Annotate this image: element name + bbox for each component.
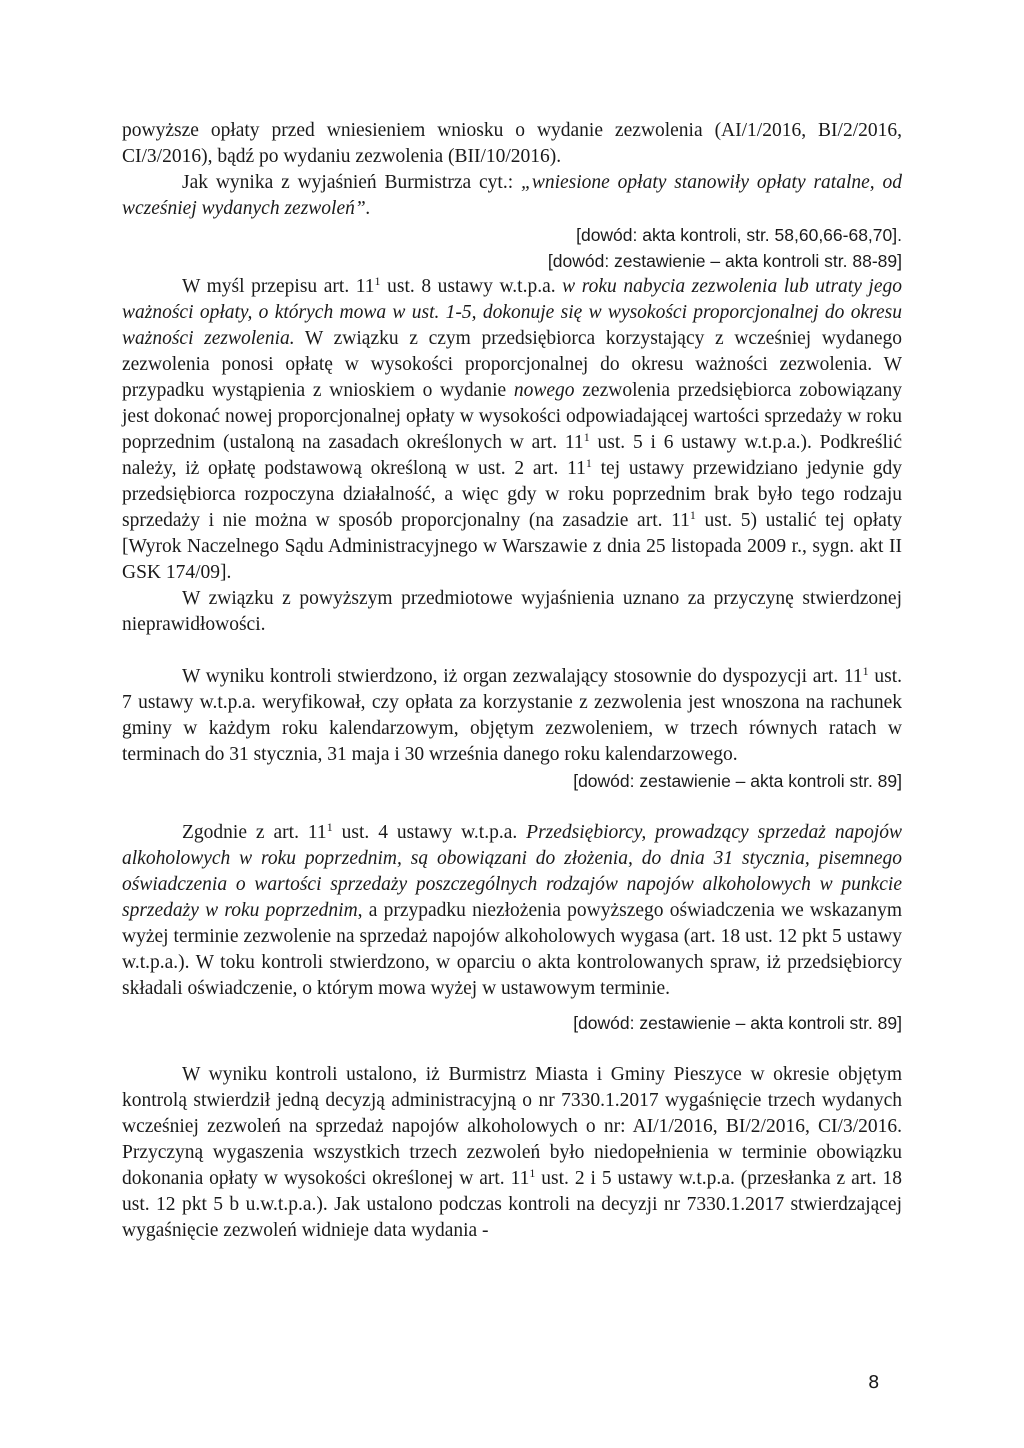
p3-i: ust. 5) ustalić tej opłaty [Wyrok Naczelnego Sądu Administracyjnego w Warszawie z dnia 25 listopada 2009 r., sygn. akt II GSK 174/09]. (122, 510, 902, 583)
paragraph-2 (122, 170, 902, 222)
p3-f: zezwolenia przedsiębiorca zobowiązany jest dokonać nowej proporcjonalnej opłaty w wysokości odpowiadającej wartości sprzedaży w roku poprzednim (ustaloną na zasadach określonych w art. 11 (122, 380, 902, 453)
superscript: 1 (689, 508, 696, 522)
p5-b: ust. 7 ustawy w.t.p.a. weryfikował, czy opłata za korzystanie z zezwolenia jest wnoszona na rachunek gminy w każdym roku kalendarzowym, objętym zezwoleniem, w trzech równych ratach w terminach do 31 stycznia, 31 maja i 30 września danego roku kalendarzowego. (122, 666, 902, 765)
superscript: 1 (529, 1166, 536, 1180)
spacer (122, 638, 902, 664)
p6-a: Zgodnie z art. 11 (182, 822, 327, 843)
spacer (122, 1036, 902, 1062)
superscript: 1 (862, 664, 869, 678)
p3-b: ust. 8 ustawy w.t.p.a. (380, 276, 563, 297)
p6-b: ust. 4 ustawy w.t.p.a. (332, 822, 527, 843)
evidence-2: [dowód: zestawienie – akta kontroli str. 88-89] (547, 251, 902, 271)
evidence-3: [dowód: zestawienie – akta kontroli str. 89] (573, 771, 902, 791)
paragraph-3 (122, 274, 902, 586)
superscript: 1 (585, 456, 592, 470)
paragraph-4: W związku z powyższym przedmiotowe wyjaśnienia uznano za przyczynę stwierdzonej nieprawidłowości. (122, 588, 902, 635)
spacer (122, 794, 902, 820)
superscript: 1 (374, 274, 381, 288)
p6-d: , a przypadku niezłożenia powyższego oświadczenia we wskazanym wyżej terminie zezwolenie na sprzedaż napojów alkoholowych wygasa (art. 18 ust. 12 pkt 5 ustawy w.t.p.a.). W toku kontroli stwierdzono, w oparciu o akta kontrolowanych spraw, iż przedsiębiorcy składali oświadczenie, o którym mowa wyżej w ustawowym terminie. (122, 900, 902, 999)
p3-quote: w roku nabycia zezwolenia lub utraty jego ważności opłaty, o których mowa w ust. 1-5, dokonuje się w wysokości proporcjonalnej do okresu ważności zezwolenia. (122, 276, 902, 349)
p3-h: tej ustawy przewidziano jedynie gdy przedsiębiorca rozpoczyna działalność, a więc gdy w roku poprzednim brak było tego rodzaju sprzedaży i nie można w sposób proporcjonalny (na zasadzie art. 11 (122, 458, 902, 531)
evidence-1: [dowód: akta kontroli, str. 58,60,66-68,70]. (576, 225, 902, 245)
spacer (122, 1002, 902, 1010)
page-number: 8 (868, 1372, 880, 1393)
p7-b: ust. 2 i 5 ustawy w.t.p.a. (przesłanka z art. 18 ust. 12 pkt 5 b u.w.t.p.a.). Jak ustalono podczas kontroli na decyzji nr 7330.1.2017 stwierdzającej wygaśnięcie zezwoleń widnieje data wydania - (122, 1168, 902, 1241)
document-page (122, 118, 902, 1244)
p6-quote: Przedsiębiorcy, prowadzący sprzedaż napojów alkoholowych w roku poprzednim, są obowiązani do złożenia, do dnia 31 stycznia, pisemnego oświadczenia o wartości sprzedaży poszczególnych rodzajów napojów alkoholowych w punkcie sprzedaży w roku poprzednim (122, 822, 902, 921)
paragraph-7 (122, 1062, 902, 1244)
paragraph-5 (122, 664, 902, 768)
superscript: 1 (326, 820, 333, 834)
paragraph-2-quote: „wniesione opłaty stanowiły opłaty ratalne, od wcześniej wydanych zezwoleń”. (122, 172, 902, 219)
p3-d: W związku z czym przedsiębiorca korzystający z wcześniej wydanego zezwolenia ponosi opłatę w wysokości proporcjonalnej do okresu ważności zezwolenia. W przypadku wystąpienia z wnioskiem o wydanie (122, 328, 902, 401)
superscript: 1 (583, 430, 590, 444)
paragraph-6 (122, 820, 902, 1002)
p3-emph: nowego (513, 380, 575, 401)
p3-g: ust. 5 i 6 ustawy w.t.p.a.). Podkreślić należy, iż opłatę podstawową określoną w ust. 2 art. 11 (122, 432, 902, 479)
paragraph-2-text: Jak wynika z wyjaśnień Burmistrza cyt.: (182, 172, 521, 193)
p3-a: W myśl przepisu art. 11 (182, 276, 375, 297)
p7-a: W wyniku kontroli ustalono, iż Burmistrz Miasta i Gminy Pieszyce w okresie objętym kontrolą stwierdził jedną decyzją administracyjną o nr 7330.1.2017 wygaśnięcie trzech wydanych wcześniej zezwoleń na sprzedaż napojów alkoholowych o nr: AI/1/2016, BI/2/2016, CI/3/2016. Przyczyną wygaszenia wszystkich trzech zezwoleń było niedopełnienia w terminie obowiązku dokonania opłaty w wysokości określonej w art. 11 (122, 1064, 902, 1189)
p5-a: W wyniku kontroli stwierdzono, iż organ zezwalający stosownie do dyspozycji art. 11 (182, 666, 863, 687)
paragraph-1: powyższe opłaty przed wniesieniem wniosku o wydanie zezwolenia (AI/1/2016, BI/2/2016, CI/3/2016), bądź po wydaniu zezwolenia (BII/10/2016). (122, 120, 902, 167)
evidence-4: [dowód: zestawienie – akta kontroli str. 89] (573, 1013, 902, 1033)
